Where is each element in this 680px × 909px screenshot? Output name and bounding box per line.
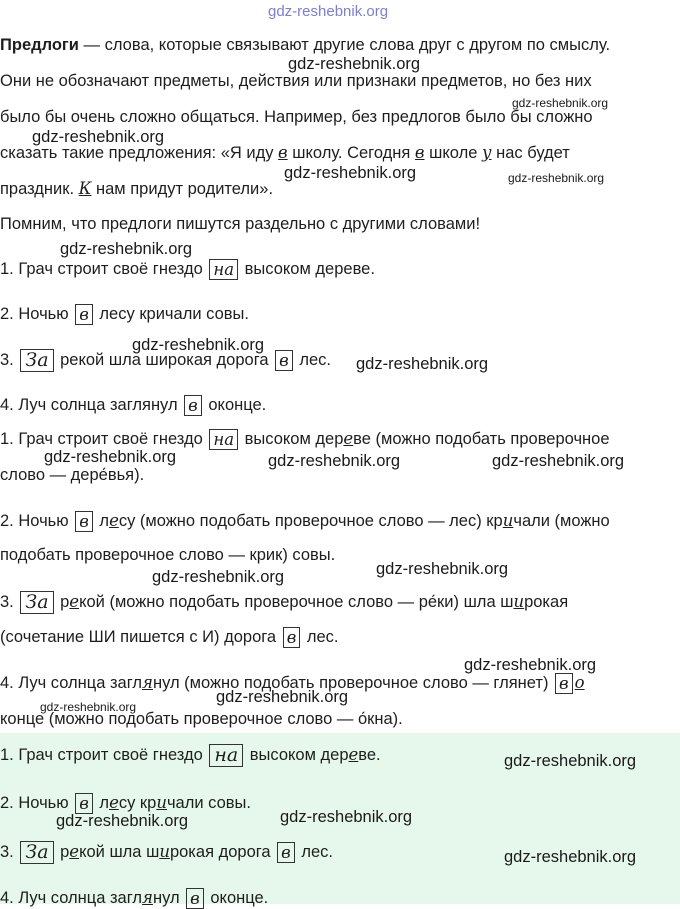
vowel-mark: е — [348, 744, 359, 764]
preposition-box: в — [184, 395, 202, 416]
s3-sentence-3: 3. За рекой шла широкая дорога в лес. — [0, 841, 334, 863]
watermark: gdz-reshebnik.org — [280, 808, 413, 826]
term-heading: Предлоги — [0, 36, 79, 54]
s3-sentence-4: 4. Луч солнца заглянул в оконце. — [0, 888, 269, 909]
vowel-mark: е — [69, 841, 80, 861]
preposition-box: в — [75, 511, 93, 532]
s2-sentence-3: 3. За рекой (можно подобать проверочное слово — ре́ки) шла широкая — [0, 591, 569, 613]
vowel-mark: е — [343, 429, 354, 448]
intro-line-1: Предлоги — слова, которые связывают другие слова друг с другом по смыслу. — [0, 36, 611, 54]
intro-line-2: Они не обозначают предметы, действия или признаки предметов, но без них — [0, 72, 592, 90]
rule-text: Помним, что предлоги пишутся раздельно с другими словами! — [0, 215, 481, 233]
preposition-box: в — [186, 888, 204, 909]
vowel-mark: е — [109, 511, 119, 530]
vowel-mark: е — [109, 793, 119, 812]
preposition-example: К — [78, 179, 92, 198]
vowel-mark: и — [502, 511, 514, 530]
preposition-box: За — [20, 841, 53, 864]
watermark: gdz-reshebnik.org — [132, 336, 265, 354]
watermark: gdz-reshebnik.org — [464, 656, 597, 674]
intro-line-5: праздник. К нам придут родители». — [0, 179, 274, 198]
watermark: gdz-reshebnik.org — [44, 448, 177, 466]
watermark: gdz-reshebnik.org — [508, 171, 605, 185]
s3-sentence-1: 1. Грач строит своё гнездо на высоком дереве. — [0, 744, 381, 766]
watermark: gdz-reshebnik.org — [504, 848, 637, 866]
watermark: gdz-reshebnik.org — [40, 700, 137, 714]
vowel-mark: и — [156, 793, 167, 812]
watermark: gdz-reshebnik.org — [492, 452, 625, 470]
s1-sentence-4: 4. Луч солнца заглянул в оконце. — [0, 396, 267, 416]
preposition-box: в — [275, 350, 293, 371]
watermark: gdz-reshebnik.org — [356, 355, 489, 373]
preposition-box: в — [277, 842, 295, 863]
watermark: gdz-reshebnik.org — [504, 752, 637, 770]
s1-sentence-3: 3. За рекой шла широкая дорога в лес. — [0, 349, 331, 371]
preposition-box: на — [209, 259, 238, 280]
watermark: gdz-reshebnik.org — [56, 812, 189, 830]
s2-sentence-4: 4. Луч солнца заглянул (можно подобать проверочное слово — глянет) в о — [0, 673, 585, 694]
watermark: gdz-reshebnik.org — [512, 96, 609, 110]
preposition-example: в — [414, 143, 425, 162]
s1-sentence-1: 1. Грач строит своё гнездо на высоком дереве. — [0, 260, 375, 280]
preposition-box: в — [75, 304, 93, 325]
preposition-box: на — [209, 429, 238, 450]
preposition-box: За — [20, 349, 53, 372]
watermark: gdz-reshebnik.org — [288, 55, 421, 73]
watermark: gdz-reshebnik.org — [152, 568, 285, 586]
watermark: gdz-reshebnik.org — [284, 164, 417, 182]
watermark: gdz-reshebnik.org — [60, 240, 193, 258]
watermark: gdz-reshebnik.org — [268, 452, 401, 470]
intro-line-3: было бы очень сложно общаться. Например, без предлогов было бы сложно — [0, 108, 593, 126]
preposition-box: в — [283, 627, 301, 648]
watermark: gdz-reshebnik.org — [216, 688, 349, 706]
watermark: gdz-reshebnik.org — [32, 128, 165, 146]
vowel-mark: и — [159, 841, 170, 861]
vowel-mark: я — [142, 888, 153, 907]
preposition-box: в — [555, 673, 573, 694]
watermark: gdz-reshebnik.org — [268, 3, 389, 20]
vowel-mark: о — [574, 673, 585, 692]
s2-sentence-1-cont: слово — дере́вья). — [0, 466, 145, 484]
s2-sentence-3-cont: (сочетание ШИ пишется с И) дорога в лес. — [0, 628, 339, 648]
s3-sentence-2: 2. Ночью в лесу кричали совы. — [0, 793, 251, 814]
watermark: gdz-reshebnik.org — [376, 560, 509, 578]
s2-sentence-2: 2. Ночью в лесу (можно подобать проверочное слово — лес) кричали (можно — [0, 511, 610, 532]
s2-sentence-4-cont: конце (можно подобать проверочное слово — о́кна). — [0, 710, 403, 728]
s2-sentence-1: 1. Грач строит своё гнездо на высоком дереве (можно подобать проверочное — [0, 429, 610, 450]
preposition-example: в — [278, 143, 288, 162]
vowel-mark: е — [69, 591, 80, 611]
preposition-box: в — [75, 793, 93, 814]
preposition-example: у — [481, 143, 492, 162]
vowel-mark: я — [142, 673, 153, 692]
vowel-mark: и — [513, 591, 525, 611]
preposition-box: на — [209, 744, 243, 767]
preposition-box: За — [20, 591, 53, 614]
s2-sentence-2-cont: подобать проверочное слово — крик) совы. — [0, 546, 336, 564]
intro-line-4: сказать такие предложения: «Я иду в школу. Сегодня в школе у нас будет — [0, 143, 570, 162]
s1-sentence-2: 2. Ночью в лесу кричали совы. — [0, 305, 249, 325]
